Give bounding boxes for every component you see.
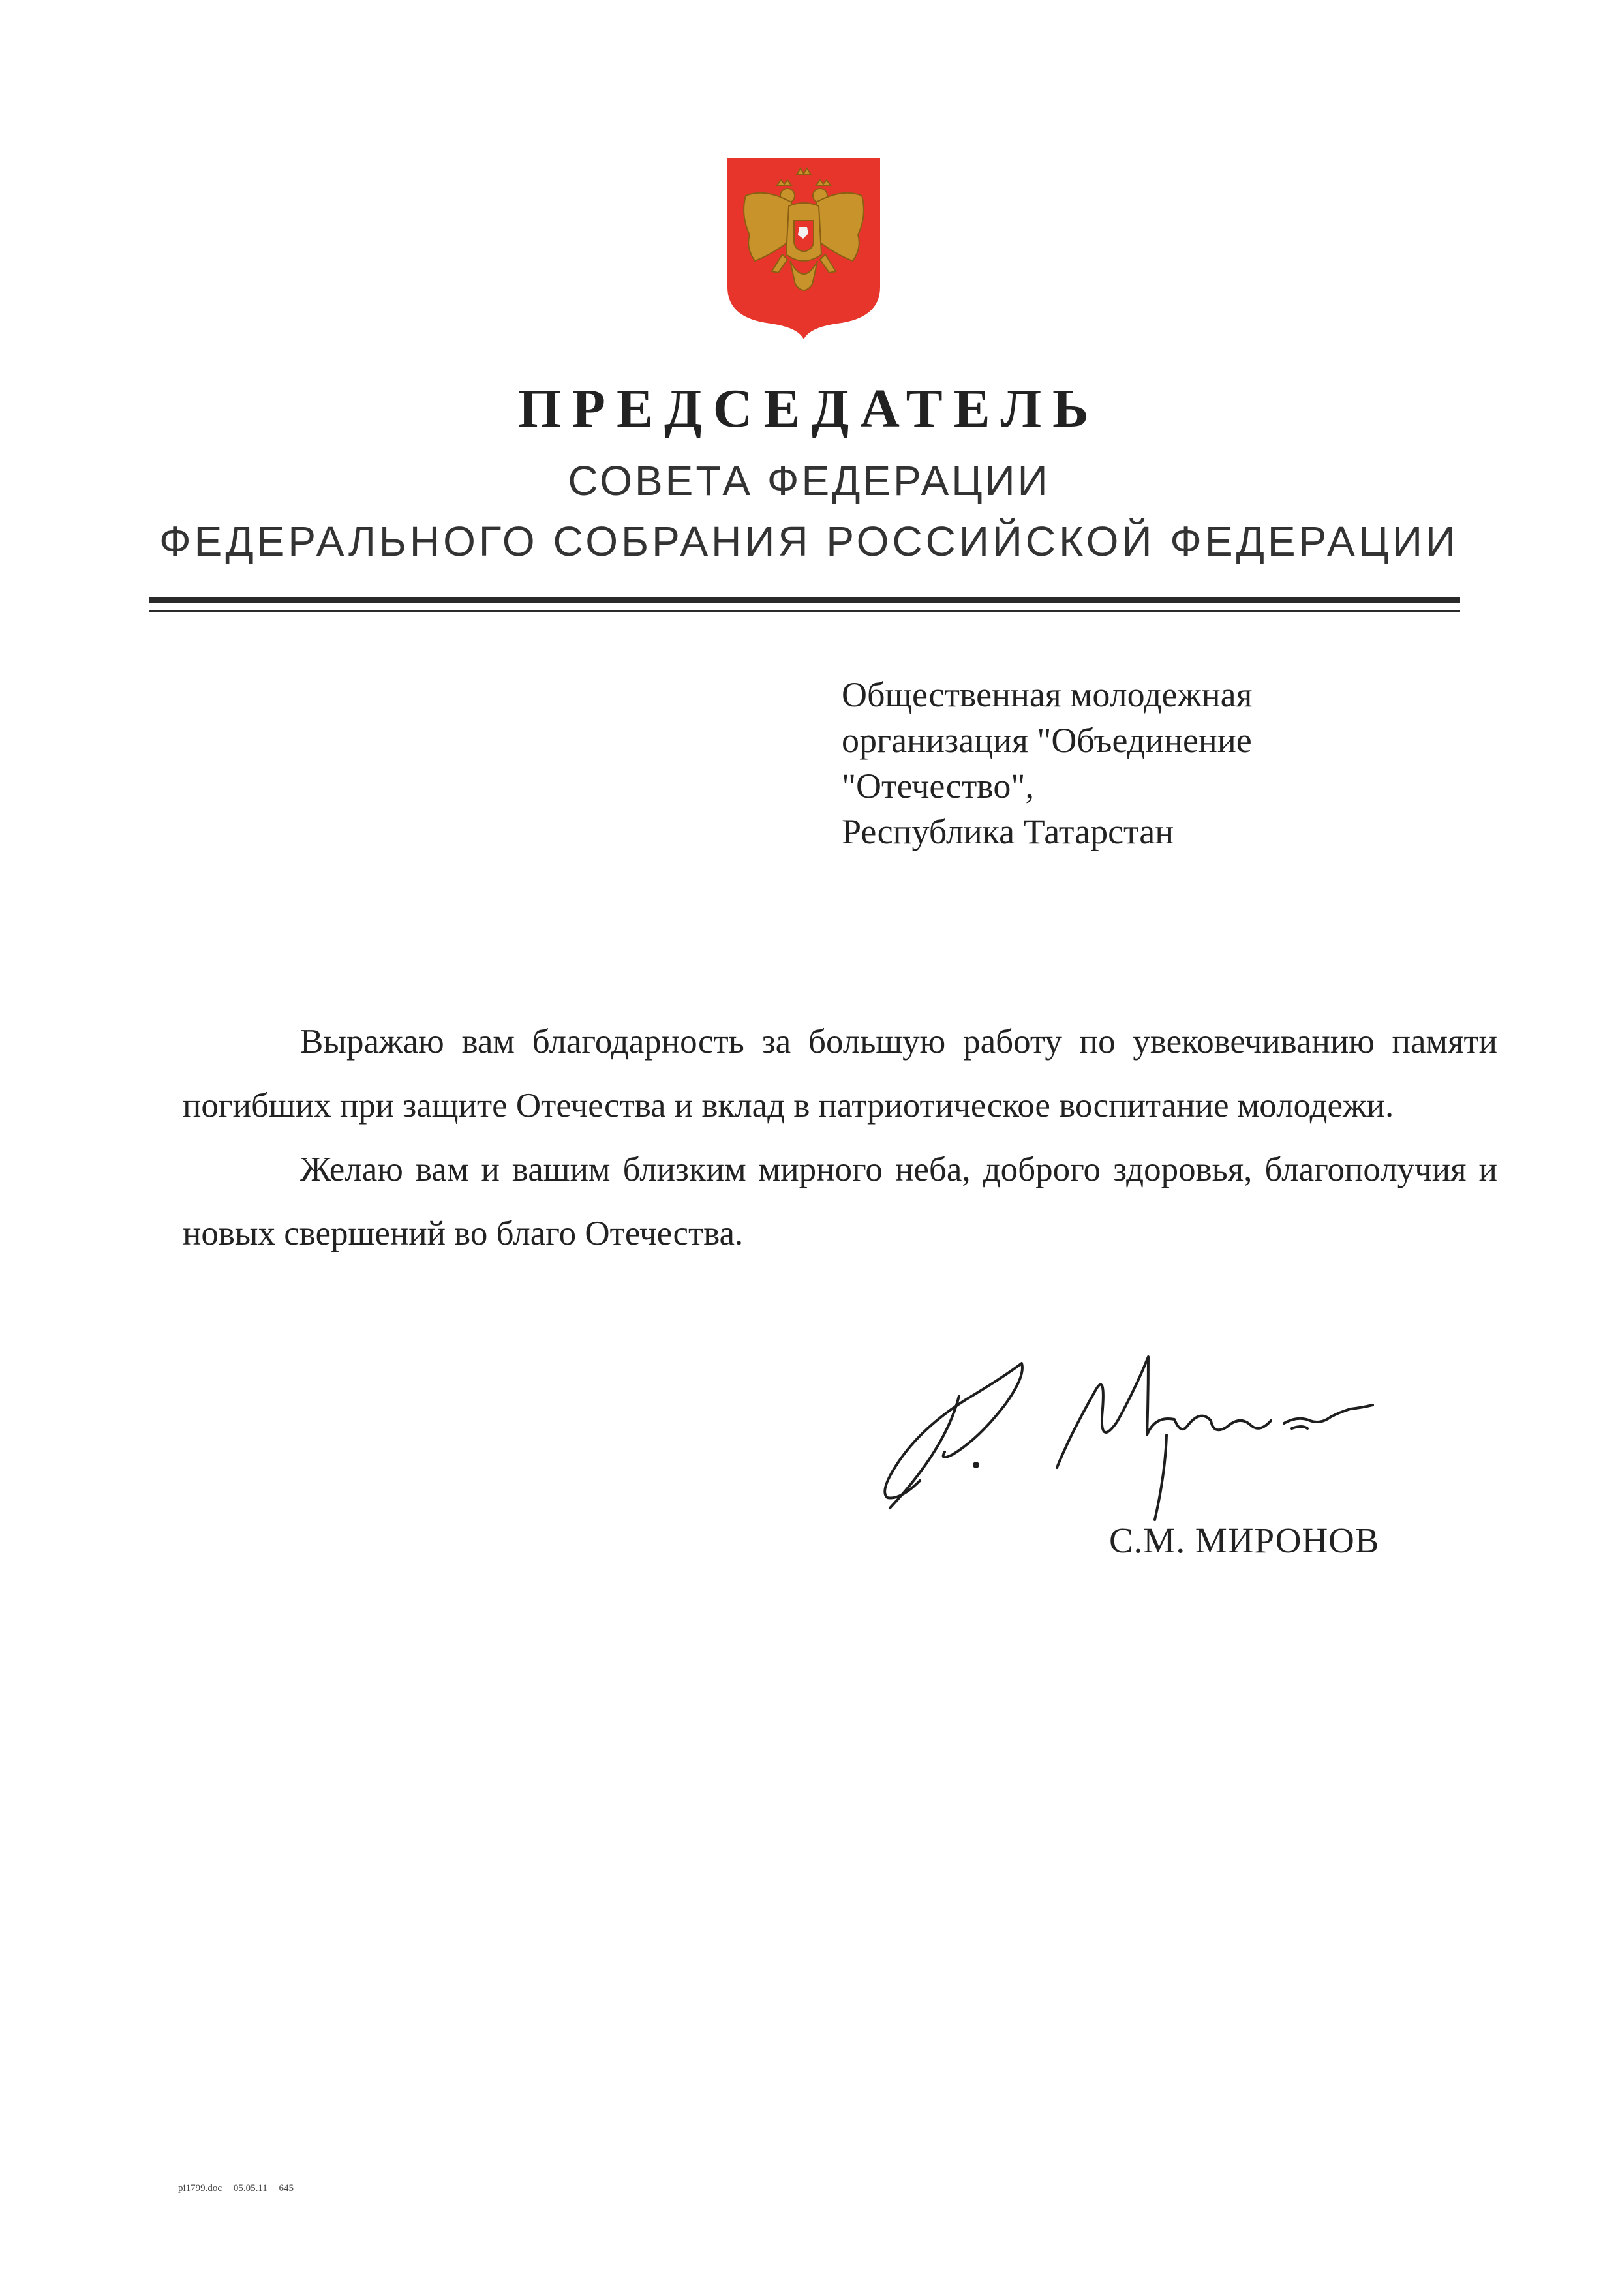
recipient-line: Республика Татарстан bbox=[842, 812, 1174, 851]
coat-of-arms-emblem bbox=[726, 157, 881, 340]
recipient-address-block bbox=[842, 672, 1429, 854]
recipient-line: "Отечество", bbox=[842, 766, 1034, 806]
signer-name: С.М. МИРОНОВ bbox=[1109, 1520, 1380, 1560]
body-paragraph: Желаю вам и вашим близким мирного неба, доброго здоровья, благополучия и новых свершений во благо Отечества. bbox=[183, 1151, 1497, 1252]
document-footer-code bbox=[178, 2183, 303, 2194]
handwritten-signature bbox=[874, 1337, 1383, 1526]
recipient-line: Общественная молодежная bbox=[842, 675, 1253, 714]
header-subtitle-line1: СОВЕТА ФЕДЕРАЦИИ bbox=[568, 457, 1050, 504]
header-divider-thick bbox=[149, 597, 1460, 603]
header-divider-thin bbox=[149, 610, 1460, 612]
footer-number: 645 bbox=[279, 2183, 294, 2194]
recipient-line: организация "Объединение bbox=[842, 721, 1252, 760]
header-subtitle-line2: ФЕДЕРАЛЬНОГО СОБРАНИЯ РОССИЙСКОЙ ФЕДЕРАЦИИ bbox=[159, 518, 1459, 565]
header-title: ПРЕДСЕДАТЕЛЬ bbox=[518, 378, 1100, 439]
footer-date: 05.05.11 bbox=[233, 2183, 267, 2194]
double-headed-eagle-icon bbox=[726, 157, 881, 340]
footer-file-name: pi1799.doc bbox=[178, 2183, 222, 2194]
letter-body bbox=[183, 1010, 1497, 1265]
body-paragraph: Выражаю вам благодарность за большую работу по увековечиванию памяти погибших при защите Отечества и вклад в патриотическое воспитание молодежи. bbox=[183, 1023, 1497, 1125]
